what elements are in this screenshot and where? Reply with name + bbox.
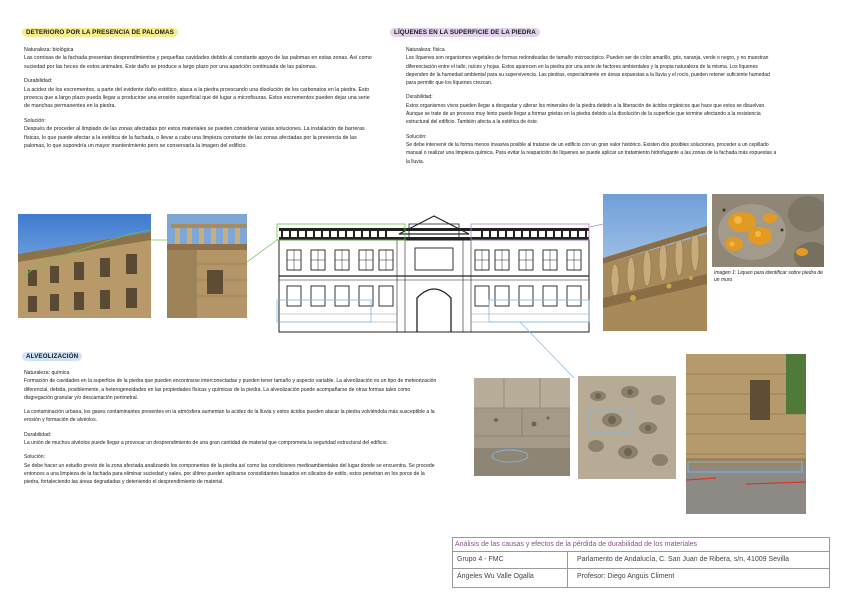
photo-palomas-balaustrada	[167, 214, 247, 318]
liquenes-solucion-text: Se debe intervenir de la forma menos invasiva posible al tratarse de un edificio con un gran valor histórico. Existen dos posibles soluciones, proceder a un cepillado manual o realizar una limpieza química. Para evitar la reaparición de líquenes se puede aplicar un tratamiento hidrofugante a las zonas de la fachada más expuestas a la lluvia.	[406, 141, 777, 165]
footer-autor: Ángeles Wu Valle Ogalla	[457, 573, 534, 580]
palomas-naturaleza-text: Las cornisas de la fachada presentan desprendimientos y pequeñas cavidades debido al constante apoyo de las palomas en estas zonas. Así como suciedad por las heces de estos animales. Este daño se produce a largo plazo por una aparición continuada de las palomas.	[24, 55, 372, 70]
alveolizacion-solucion-text: Se debe hacer un estudio previo de la zona afectada analizando los componentes de la piedra así como las condiciones medioambientales del lugar donde se encuentra. Se procede entonces a una limpieza de la fachada para eliminar suciedad y sales, por último pueden aplicarse consolidantes basados en silicatos de estilo, estos penetran en los poros de la piedra, fortaleciendo las áreas degradadas y deteniendo el desprendimiento de material.	[24, 462, 435, 486]
section-title-palomas: DETERIORO POR LA PRESENCIA DE PALOMAS	[22, 28, 178, 37]
photo-palomas-fachada	[18, 214, 151, 318]
liquenes-naturaleza-text: Los líquenes son organismos vegetales de formas redondeadas de tamaño microscópico. Pueden ser de color amarillo, gris, naranja, verde o negro, y no muestran diferenciación entre el tallo, raíces y hojas. Estos aparecen en la piedra por una serie de factores ambientales y la propia naturaleza de la misma. Los líquenes dependen de la humedad ambiental para su supervivencia. Las piedras, especialmente en áreas expuestas a la lluvia y el rocío, pueden retener suficiente humedad para permitir que los líquenes crezcan.	[406, 55, 770, 87]
section-title-alveolizacion: ALVEOLIZACIÓN	[22, 352, 82, 361]
photo-alveolizacion-2	[578, 376, 676, 479]
palomas-durabilidad-label: Durabilidad:	[24, 78, 53, 85]
footer-info-box	[452, 537, 830, 588]
photo-alveolizacion-1	[474, 378, 570, 476]
alveolizacion-text	[24, 369, 440, 487]
alveolizacion-durabilidad-text: La unión de muchos alvéolos puede llegar a provocar un desprendimiento de una gran cantidad de material que comprometa la seguridad estructural del edificio.	[24, 440, 388, 447]
elevation-drawing	[275, 214, 593, 334]
section-title-liquenes: LÍQUENES EN LA SUPERFICIE DE LA PIEDRA	[390, 28, 540, 37]
alveolizacion-solucion-label: Solución:	[24, 454, 45, 461]
alveolizacion-contaminacion-text: La contaminación urbana, los gases contaminantes presentes en la atmósfera aumentan la acidez de la lluvia y estos ácidos pueden atacar la piedra volviéndola más susceptible a la erosión y formación de alvéolos.	[24, 409, 435, 424]
liquenes-durabilidad-label: Durabilidad:	[406, 94, 433, 101]
alveolizacion-naturaleza-text: Formación de cavidades en la superficie de la piedra que pueden encontrarse interconectadas y pueden tener tamaño y aspecto variable. La alveolización es un tipo de meteorización diferencial, debida, posiblemente, a heterogeneidades en las propiedades físicas y químicas de la piedra. La alveolización puede acompañarse de otras formas tales como disgregación granular y/o descamación perimetral.	[24, 378, 437, 401]
photo-alveolizacion-3	[686, 354, 806, 514]
liquenes-solucion-label: Solución:	[406, 133, 427, 140]
photo-liquen-piedra	[712, 194, 824, 267]
palomas-naturaleza-label: Naturaleza: biológica	[24, 47, 74, 53]
liquenes-durabilidad-text: Estos organismos vivos pueden llegar a desgastar y alterar los minerales de la piedra debido a la liberación de ácidos orgánicos que hace que estos se disuelvan. Aunque se trate de un proceso muy lento puede llegar a formar grietas en la piedra debido a la disolución de la superficie que termine afectando a la resistencia estructural del edificio. También afecta a la estética de éste.	[406, 102, 766, 126]
liquenes-text	[406, 46, 780, 166]
palomas-text	[24, 46, 376, 150]
photo-liquenes-balaustrada	[603, 194, 707, 331]
palomas-solucion-text: Después de proceder al limpiado de las zonas afectadas por estos materiales se pueden considerar varias soluciones. La instalación de barreras físicas, lo que puede afectar a la estética de la fachada, o llevar a cabo una limpieza constante de las zonas afectadas por la presencia de las palomas, lo que supondría un mayor mantenimiento pero se conservaría la imagen del edificio.	[24, 126, 365, 150]
palomas-durabilidad-text: La acidez de los excrementos, a parte del evidente daño estético, ataca a la piedra provocando una disolución de los carbonatos en la piedra. Esto provoca que a largo plazo pueda llegar a producirse una erosión superficial que dé lugar a microfisuras. Estos excrementos pueden dejar una serie de manchas permanentes en la piedra.	[24, 86, 370, 110]
footer-grupo: Grupo 4 - FMC	[457, 556, 504, 563]
palomas-solucion-label: Solución:	[24, 117, 46, 124]
alveolizacion-durabilidad-label: Durabilidad:	[24, 431, 52, 438]
footer-profesor: Profesor: Diego Anguis Climent	[577, 573, 675, 580]
alveolizacion-naturaleza-label: Naturaleza: química	[24, 370, 70, 376]
footer-direccion: Parlamento de Andalucía, C. San Juan de Ribera, s/n, 41009 Sevilla	[577, 556, 790, 563]
liquen-image-caption: Imagen 1: Liquen para identificar sobre piedra de un muro	[714, 270, 823, 283]
liquenes-naturaleza-label: Naturaleza: física	[406, 47, 445, 53]
footer-title: Análisis de las causas y efectos de la pérdida de durabilidad de los materiales	[455, 541, 698, 548]
